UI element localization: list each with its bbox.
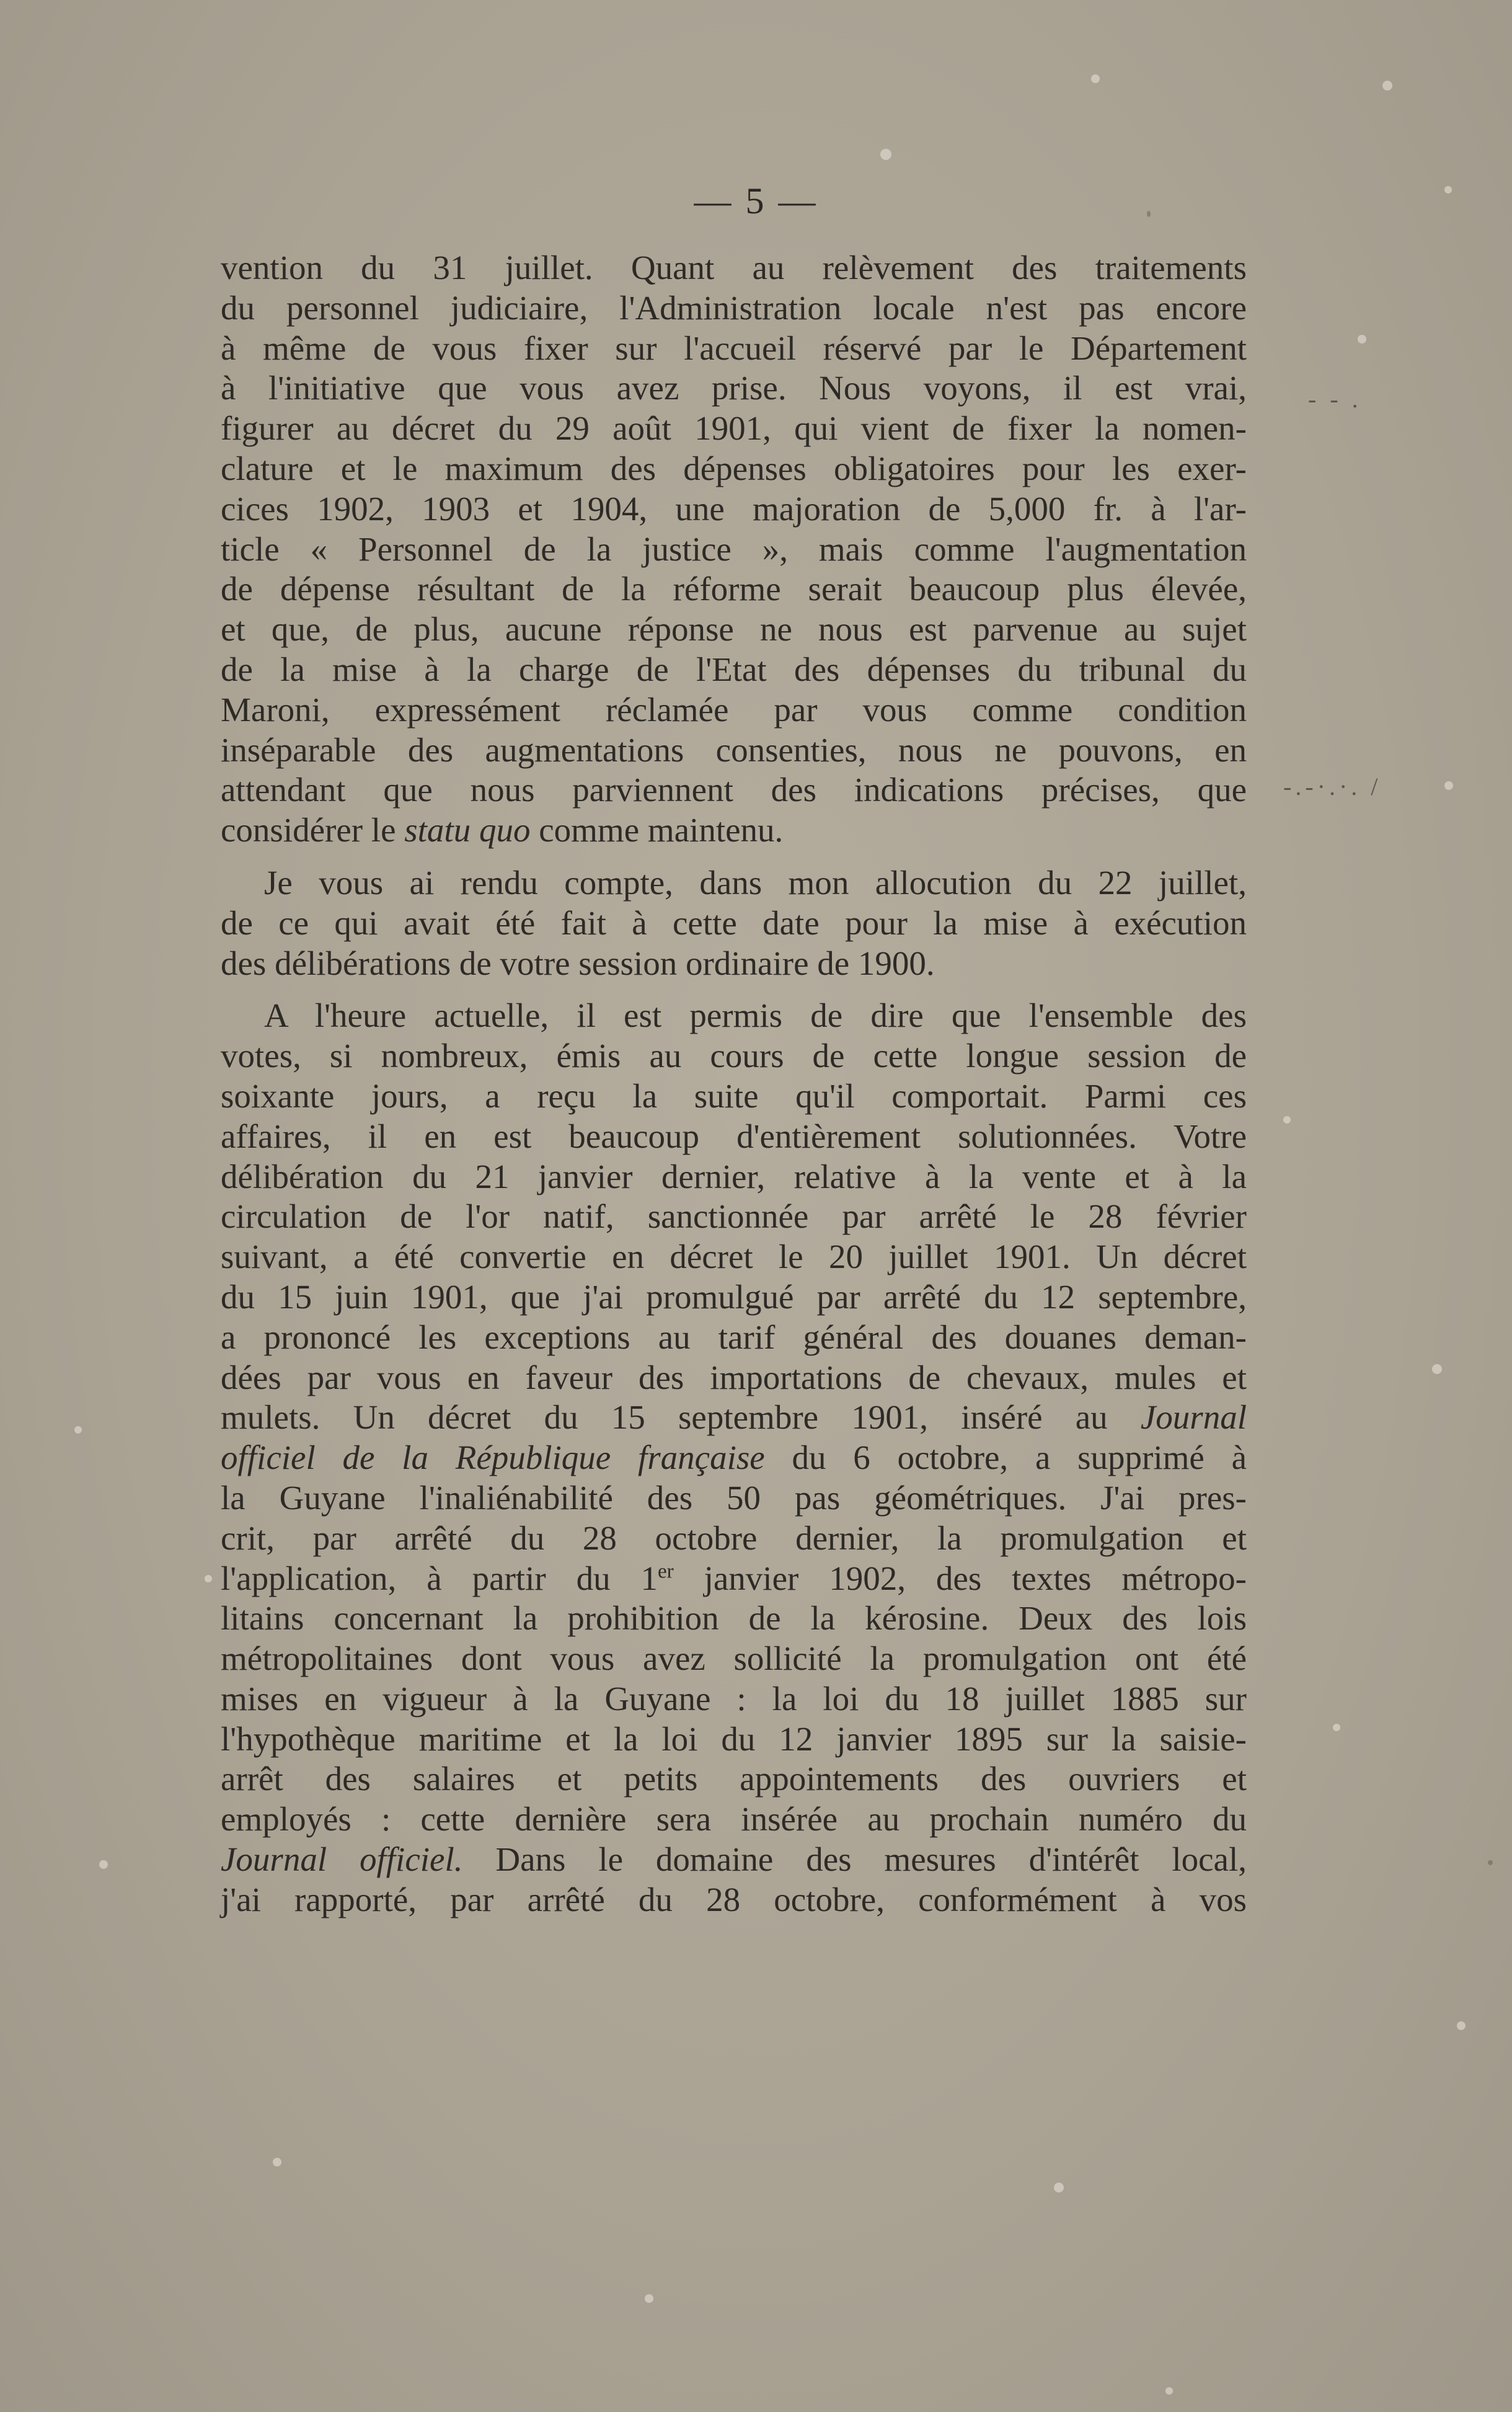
text-line: et que, de plus, aucune réponse ne nous est parvenue au sujet [221, 610, 1247, 649]
text-line: à même de vous fixer sur l'accueil réservé par le Département [221, 329, 1247, 367]
body-text [221, 248, 1247, 1920]
margin-mark: - - . [1308, 385, 1362, 413]
text-line: a prononcé les exceptions au tarif général des douanes deman- [221, 1318, 1247, 1356]
text-line: j'ai rapporté, par arrêté du 28 octobre, conformément à vos [221, 1880, 1247, 1918]
text-line: métropolitaines dont vous avez sollicité la promulgation ont été [221, 1639, 1247, 1678]
text-line: arrêt des salaires et petits appointements des ouvriers et [221, 1760, 1247, 1798]
paragraph [221, 996, 1247, 1920]
text-line: inséparable des augmentations consenties, nous ne pouvons, en [221, 730, 1247, 769]
text-run: Dans le domaine des mesures d'intérêt local, [462, 1840, 1247, 1879]
text-run: considérer le [221, 811, 405, 849]
paper-speck [645, 2294, 653, 2303]
text-run: janvier 1902, des textes métropo- [673, 1559, 1247, 1597]
text-line: Maroni, expressément réclamée par vous comme condition [221, 690, 1247, 729]
text-line: du 15 juin 1901, que j'ai promulgué par arrêté du 12 septembre, [221, 1277, 1247, 1316]
paper-speck [1165, 2387, 1173, 2395]
paper-speck [74, 1426, 82, 1434]
paper-speck [1054, 2183, 1064, 2193]
text-line: suivant, a été convertie en décret le 20 juillet 1901. Un décret [221, 1238, 1247, 1276]
text-line: de la mise à la charge de l'Etat des dépenses du tribunal du [221, 650, 1247, 688]
paper-speck [1382, 81, 1392, 91]
text-line: de ce qui avait été fait à cette date pour la mise à exécution [221, 903, 1247, 942]
paper-speck [1432, 1364, 1442, 1374]
text-line: attendant que nous parviennent des indications précises, que [221, 771, 1247, 809]
paper-speck [1457, 2021, 1466, 2030]
text-line [221, 1398, 1247, 1438]
text-run: mulets. Un décret du 15 septembre 1901, inséré au [221, 1398, 1141, 1437]
paper-speck [880, 149, 891, 160]
italic-run: Journal [1140, 1398, 1247, 1437]
text-line: circulation de l'or natif, sanctionnée par arrêté le 28 février [221, 1197, 1247, 1236]
italic-run: officiel de la République française [221, 1439, 765, 1477]
text-line [221, 1559, 1247, 1599]
text-line: affaires, il en est beaucoup d'entièrement solutionnées. Votre [221, 1117, 1247, 1155]
text-line: de dépense résultant de la réforme serait beaucoup plus élevée, [221, 570, 1247, 608]
text-line: des délibérations de votre session ordinaire de 1900. [221, 944, 935, 982]
paper-speck [1091, 74, 1100, 83]
paper-speck [205, 1575, 212, 1582]
italic-run: Journal officiel. [221, 1840, 463, 1879]
paper-speck [273, 2158, 281, 2166]
text-line: délibération du 21 janvier dernier, relative à la vente et à la [221, 1157, 1247, 1195]
text-line: figurer au décret du 29 août 1901, qui vient de fixer la nomen- [221, 409, 1247, 448]
text-line: vention du 31 juillet. Quant au relèvement des traitements [221, 249, 1247, 286]
paragraph [221, 248, 1247, 851]
paper-speck [1283, 1116, 1291, 1124]
text-line: crit, par arrêté du 28 octobre dernier, la promulgation et [221, 1519, 1247, 1557]
paper-speck [1488, 1860, 1493, 1865]
page-number: — 5 — [694, 180, 818, 221]
text-line [221, 1438, 1247, 1478]
text-line: A l'heure actuelle, il est permis de dire que l'ensemble des [264, 996, 1247, 1035]
text-line: du personnel judiciaire, l'Administration locale n'est pas encore [221, 288, 1247, 327]
superscript: er [658, 1560, 674, 1583]
text-line: clature et le maximum des dépenses obligatoires pour les exer- [221, 449, 1247, 487]
text-line: dées par vous en faveur des importations de chevaux, mules et [221, 1358, 1247, 1396]
text-line: votes, si nombreux, émis au cours de cette longue session de [221, 1037, 1247, 1075]
paper-speck [99, 1860, 108, 1869]
text-line: ticle « Personnel de la justice », mais comme l'augmentation [221, 530, 1247, 568]
text-line: employés : cette dernière sera insérée au prochain numéro du [221, 1800, 1247, 1838]
margin-mark: -.-·.·. / [1283, 773, 1382, 800]
paragraph [221, 863, 1247, 983]
paper-speck [1358, 335, 1366, 344]
text-line: à l'initiative que vous avez prise. Nous voyons, il est vrai, [221, 369, 1247, 407]
text-line [221, 810, 1247, 851]
text-line: la Guyane l'inaliénabilité des 50 pas géométriques. J'ai pres- [221, 1478, 1247, 1517]
paper-speck [1444, 781, 1453, 790]
text-line: Je vous ai rendu compte, dans mon allocution du 22 juillet, [264, 863, 1247, 902]
text-line: l'hypothèque maritime et la loi du 12 janvier 1895 sur la saisie- [221, 1719, 1247, 1758]
text-run: comme maintenu. [530, 811, 784, 849]
text-line [221, 1840, 1247, 1880]
italic-run: statu quo [404, 811, 531, 849]
text-run: du 6 octobre, a supprimé à [764, 1439, 1247, 1477]
text-line: cices 1902, 1903 et 1904, une majoration de 5,000 fr. à l'ar- [221, 489, 1247, 528]
text-line: litains concernant la prohibition de la kérosine. Deux des lois [221, 1599, 1247, 1638]
text-line: mises en vigueur à la Guyane : la loi du 18 juillet 1885 sur [221, 1679, 1247, 1718]
paper-speck [1333, 1724, 1340, 1731]
text-line: soixante jours, a reçu la suite qu'il comportait. Parmi ces [221, 1076, 1247, 1115]
text-run: l'application, à partir du 1 [221, 1559, 658, 1597]
